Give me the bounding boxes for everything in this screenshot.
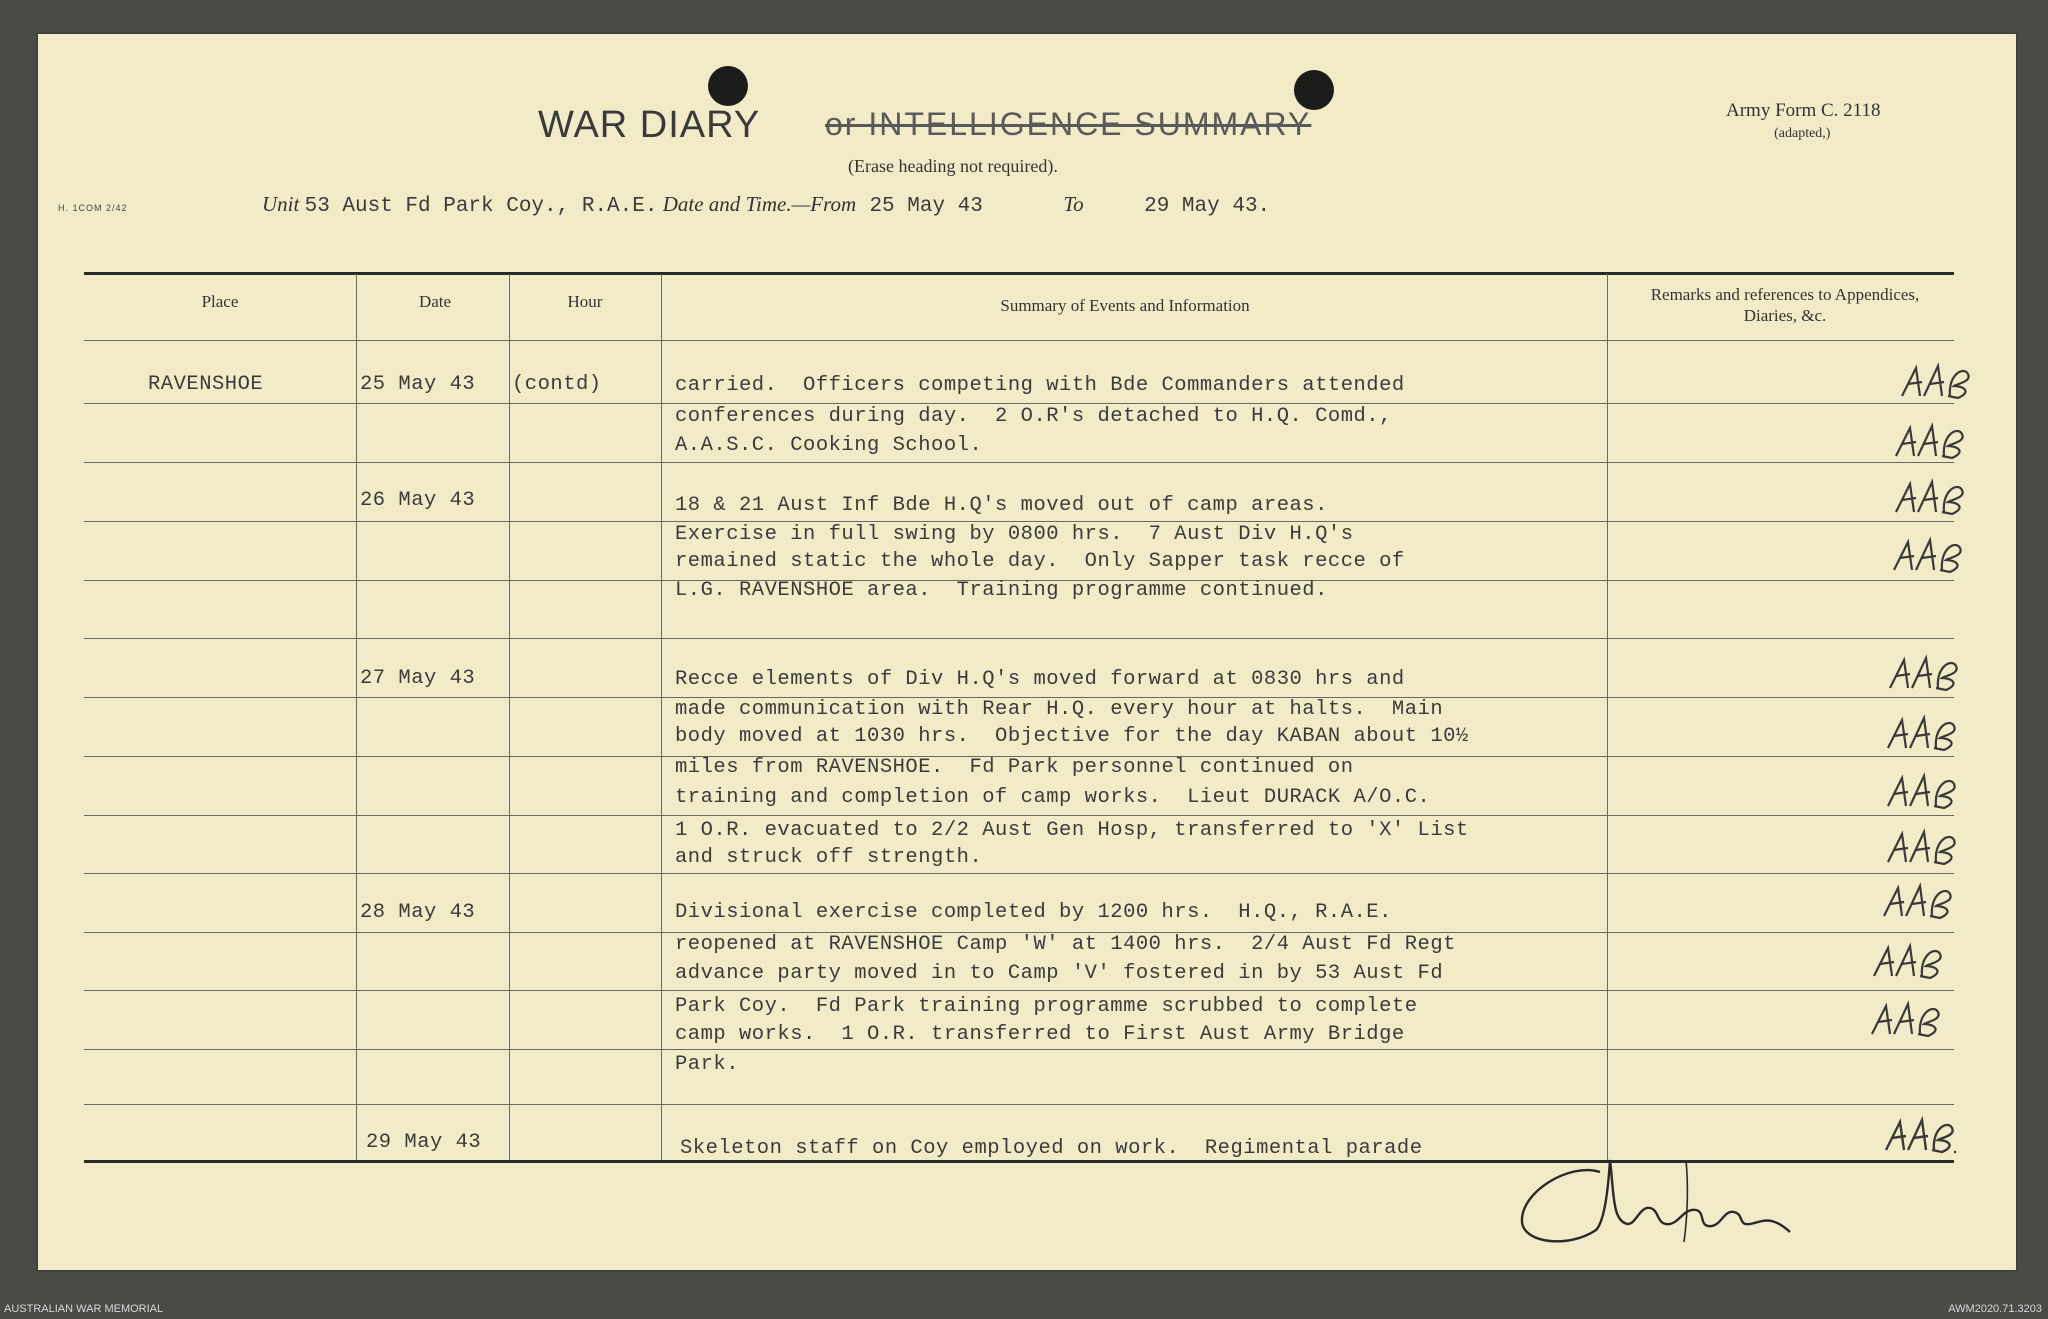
col-divider-hour [661, 274, 662, 1160]
row-rule [84, 403, 1954, 404]
hour-cell: (contd) [512, 373, 602, 396]
summary-line: Park Coy. Fd Park training programme scrubbed to complete [675, 995, 1418, 1018]
punch-hole-left [708, 66, 748, 106]
diary-page [38, 34, 2016, 1270]
summary-line: miles from RAVENSHOE. Fd Park personnel continued on [675, 756, 1354, 779]
initials-mark [1880, 880, 1960, 926]
row-rule [84, 521, 1954, 522]
initials-mark [1870, 940, 1950, 986]
summary-line: conferences during day. 2 O.R's detached to H.Q. Comd., [675, 405, 1392, 428]
row-rule [84, 462, 1954, 463]
initials-mark [1884, 826, 1964, 872]
row-rule [84, 990, 1954, 991]
summary-line: advance party moved in to Camp 'V' fostered in by 53 Aust Fd [675, 962, 1444, 985]
army-form-number [1726, 100, 1880, 142]
summary-line: carried. Officers competing with Bde Commanders attended [675, 374, 1405, 397]
summary-line: body moved at 1030 hrs. Objective for the day KABAN about 10½ [675, 725, 1469, 748]
summary-line: L.G. RAVENSHOE area. Training programme continued. [675, 579, 1328, 602]
initials-mark [1868, 998, 1948, 1044]
unit-value: 53 Aust Fd Park Coy., R.A.E. [304, 195, 658, 218]
row-rule [84, 873, 1954, 874]
date-cell: 25 May 43 [360, 373, 476, 396]
summary-line: 1 O.R. evacuated to 2/2 Aust Gen Hosp, transferred to 'X' List [675, 819, 1469, 842]
signature [1500, 1152, 1820, 1262]
initials-mark [1886, 652, 1966, 698]
footer-right: AWM2020.71.3203 [1948, 1303, 2042, 1315]
col-head-place: Place [201, 292, 239, 311]
footer-left: AUSTRALIAN WAR MEMORIAL [4, 1303, 164, 1315]
summary-line: Exercise in full swing by 0800 hrs. 7 Aust Div H.Q's [675, 523, 1354, 546]
summary-line: 18 & 21 Aust Inf Bde H.Q's moved out of camp areas. [675, 494, 1328, 517]
summary-line: A.A.S.C. Cooking School. [675, 434, 983, 457]
date-cell: 28 May 43 [360, 901, 476, 924]
place-cell: RAVENSHOE [148, 373, 264, 396]
initials-mark [1890, 534, 1970, 580]
from-value: 25 May 43 [869, 195, 983, 218]
summary-line: reopened at RAVENSHOE Camp 'W' at 1400 hrs. 2/4 Aust Fd Regt [675, 933, 1456, 956]
erase-note: (Erase heading not required). [848, 156, 1058, 176]
initials-mark [1892, 420, 1972, 466]
initials-mark [1884, 712, 1964, 758]
to-label: To [1063, 192, 1084, 216]
row-rule [84, 815, 1954, 816]
col-divider-summary [1607, 274, 1608, 1160]
struck-heading: or INTELLIGENCE SUMMARY [825, 106, 1312, 142]
datetime-label: Date and Time.—From [662, 192, 857, 216]
army-form-label: Army Form C. 2118 [1726, 100, 1881, 121]
col-head-date: Date [418, 292, 452, 311]
page-title: WAR DIARY [538, 104, 761, 146]
unit-line [262, 192, 1362, 218]
date-cell: 29 May 43 [366, 1131, 482, 1154]
initials-mark [1892, 476, 1972, 522]
row-rule [84, 1049, 1954, 1050]
heading-rule [84, 340, 1954, 341]
to-value: 29 May 43. [1144, 195, 1271, 218]
col-divider-date [509, 274, 510, 1160]
date-cell: 26 May 43 [360, 489, 476, 512]
summary-line: made communication with Rear H.Q. every hour at halts. Main [675, 698, 1444, 721]
summary-line: and struck off strength. [675, 846, 983, 869]
initials-mark [1898, 360, 1978, 406]
summary-line: training and completion of camp works. Lieut DURACK A/O.C. [675, 786, 1431, 809]
col-divider-place [356, 274, 357, 1160]
punch-hole-right [1294, 70, 1334, 110]
unit-label: Unit [262, 192, 300, 216]
row-rule [84, 1104, 1954, 1105]
col-head-hour: Hour [567, 292, 603, 311]
summary-line: camp works. 1 O.R. transferred to First Aust Army Bridge [675, 1023, 1405, 1046]
summary-line: Park. [675, 1053, 740, 1076]
summary-line: remained static the whole day. Only Sapper task recce of [675, 550, 1405, 573]
summary-line: Skeleton staff on Coy employed on work. Regimental parade [680, 1137, 1423, 1160]
form-code: H. 1COM 2/42 [58, 203, 128, 213]
initials-mark [1884, 770, 1964, 816]
summary-line: Recce elements of Div H.Q's moved forward at 0830 hrs and [675, 668, 1405, 691]
summary-line: Divisional exercise completed by 1200 hrs. H.Q., R.A.E. [675, 901, 1392, 924]
date-cell: 27 May 43 [360, 667, 476, 690]
initials-mark [1882, 1114, 1962, 1160]
table-top-rule [84, 272, 1954, 275]
army-form-sub: (adapted,) [1774, 126, 1831, 141]
row-rule [84, 638, 1954, 639]
col-head-summary: Summary of Events and Information [1000, 296, 1250, 315]
col-head-remarks: Remarks and references to Appendices, Diaries, &c. [1650, 285, 1920, 325]
